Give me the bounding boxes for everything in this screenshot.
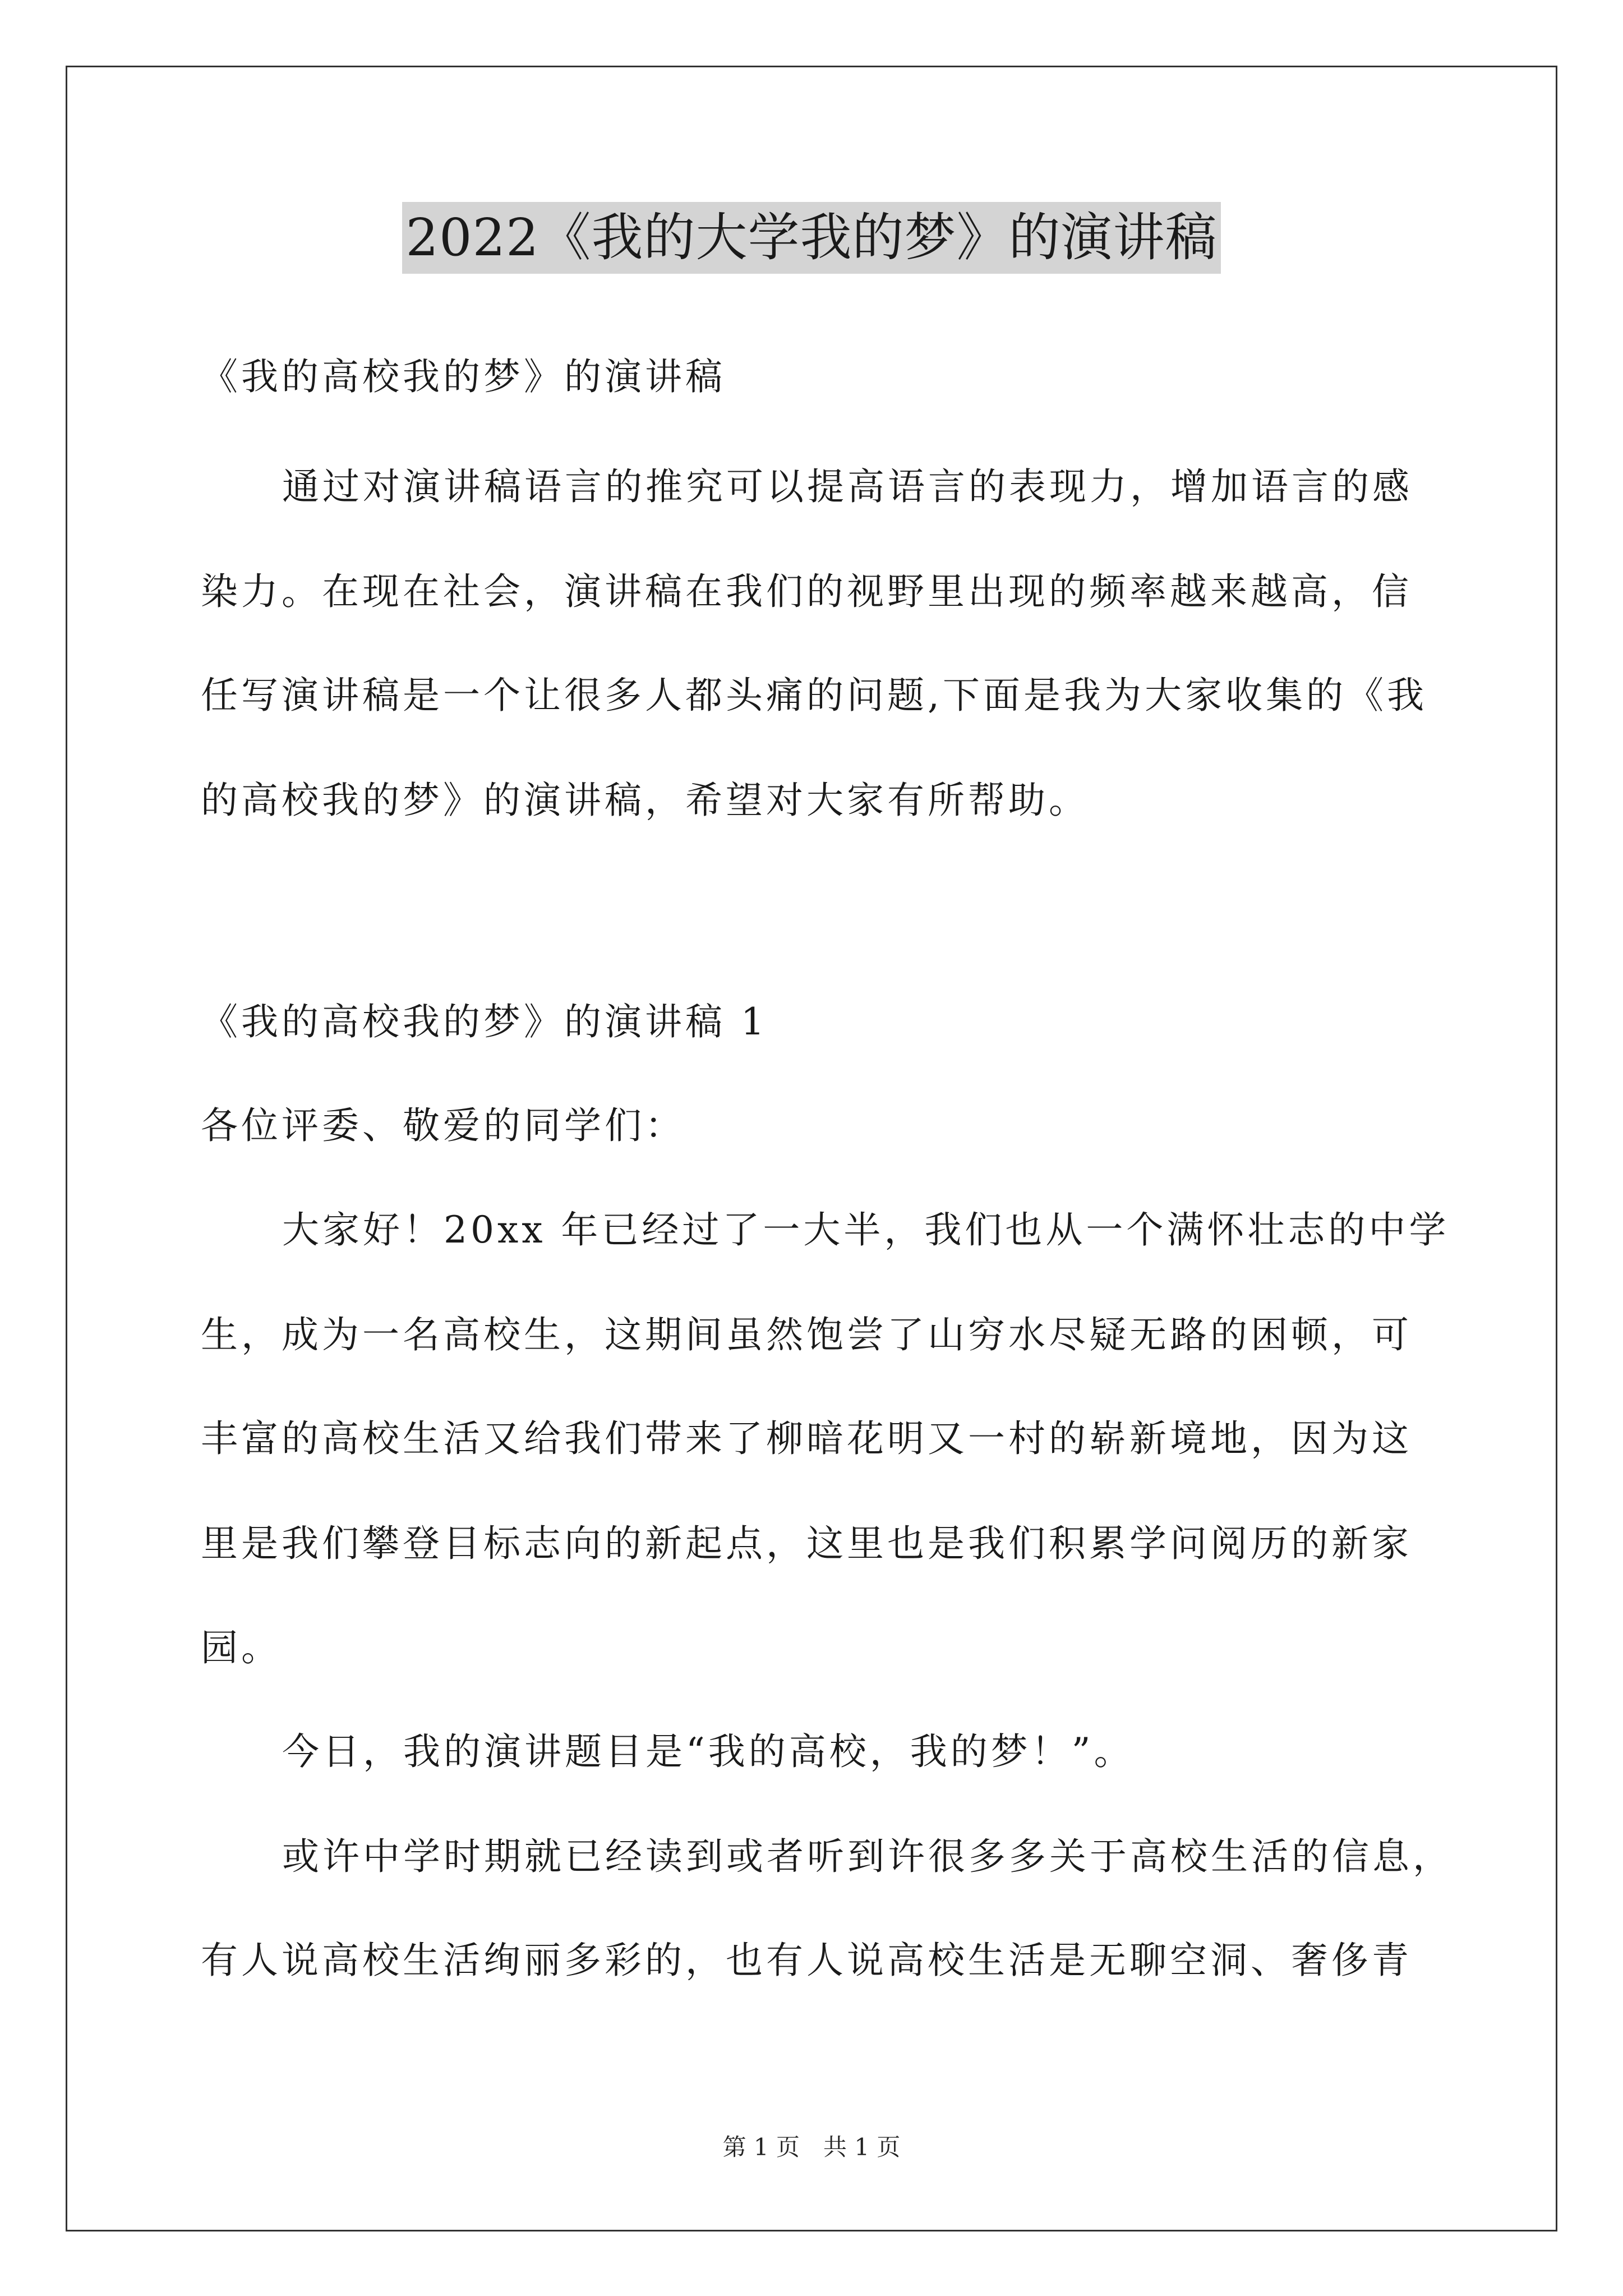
title-container: [0, 202, 1623, 274]
paragraph-line: 通过对演讲稿语言的推究可以提高语言的表现力，增加语言的感: [282, 465, 1413, 508]
paragraph-line: 任写演讲稿是一个让很多人都头痛的问题,下面是我为大家收集的《我: [201, 674, 1427, 717]
subtitle-line: 《我的高校我的梦》的演讲稿: [201, 355, 726, 398]
paragraph-line: 丰富的高校生活又给我们带来了柳暗花明又一村的崭新境地，因为这: [201, 1417, 1412, 1460]
section-heading: 《我的高校我的梦》的演讲稿 1: [201, 1000, 768, 1043]
paragraph-line: 或许中学时期就已经读到或者听到许很多多关于高校生活的信息，: [282, 1835, 1453, 1878]
paragraph-line: 今日，我的演讲题目是“我的高校，我的梦！”。: [282, 1730, 1135, 1773]
paragraph-line: 有人说高校生活绚丽多彩的，也有人说高校生活是无聊空洞、奢侈青: [201, 1939, 1412, 1982]
paragraph-line: 的高校我的梦》的演讲稿，希望对大家有所帮助。: [201, 779, 1089, 822]
document-title: 2022《我的大学我的梦》的演讲稿: [402, 202, 1220, 274]
paragraph-line: 染力。在现在社会，演讲稿在我们的视野里出现的频率越来越高，信: [201, 570, 1412, 613]
paragraph-line: 大家好！20xx 年已经过了一大半，我们也从一个满怀壮志的中学: [282, 1208, 1450, 1251]
salutation-line: 各位评委、敬爱的同学们：: [201, 1104, 685, 1147]
paragraph-line: 生，成为一名高校生，这期间虽然饱尝了山穷水尽疑无路的困顿，可: [201, 1313, 1412, 1356]
paragraph-line: 里是我们攀登目标志向的新起点，这里也是我们积累学问阅历的新家: [201, 1522, 1412, 1565]
page-footer: 第 1 页 共 1 页: [722, 2133, 901, 2161]
paragraph-line: 园。: [201, 1626, 282, 1669]
